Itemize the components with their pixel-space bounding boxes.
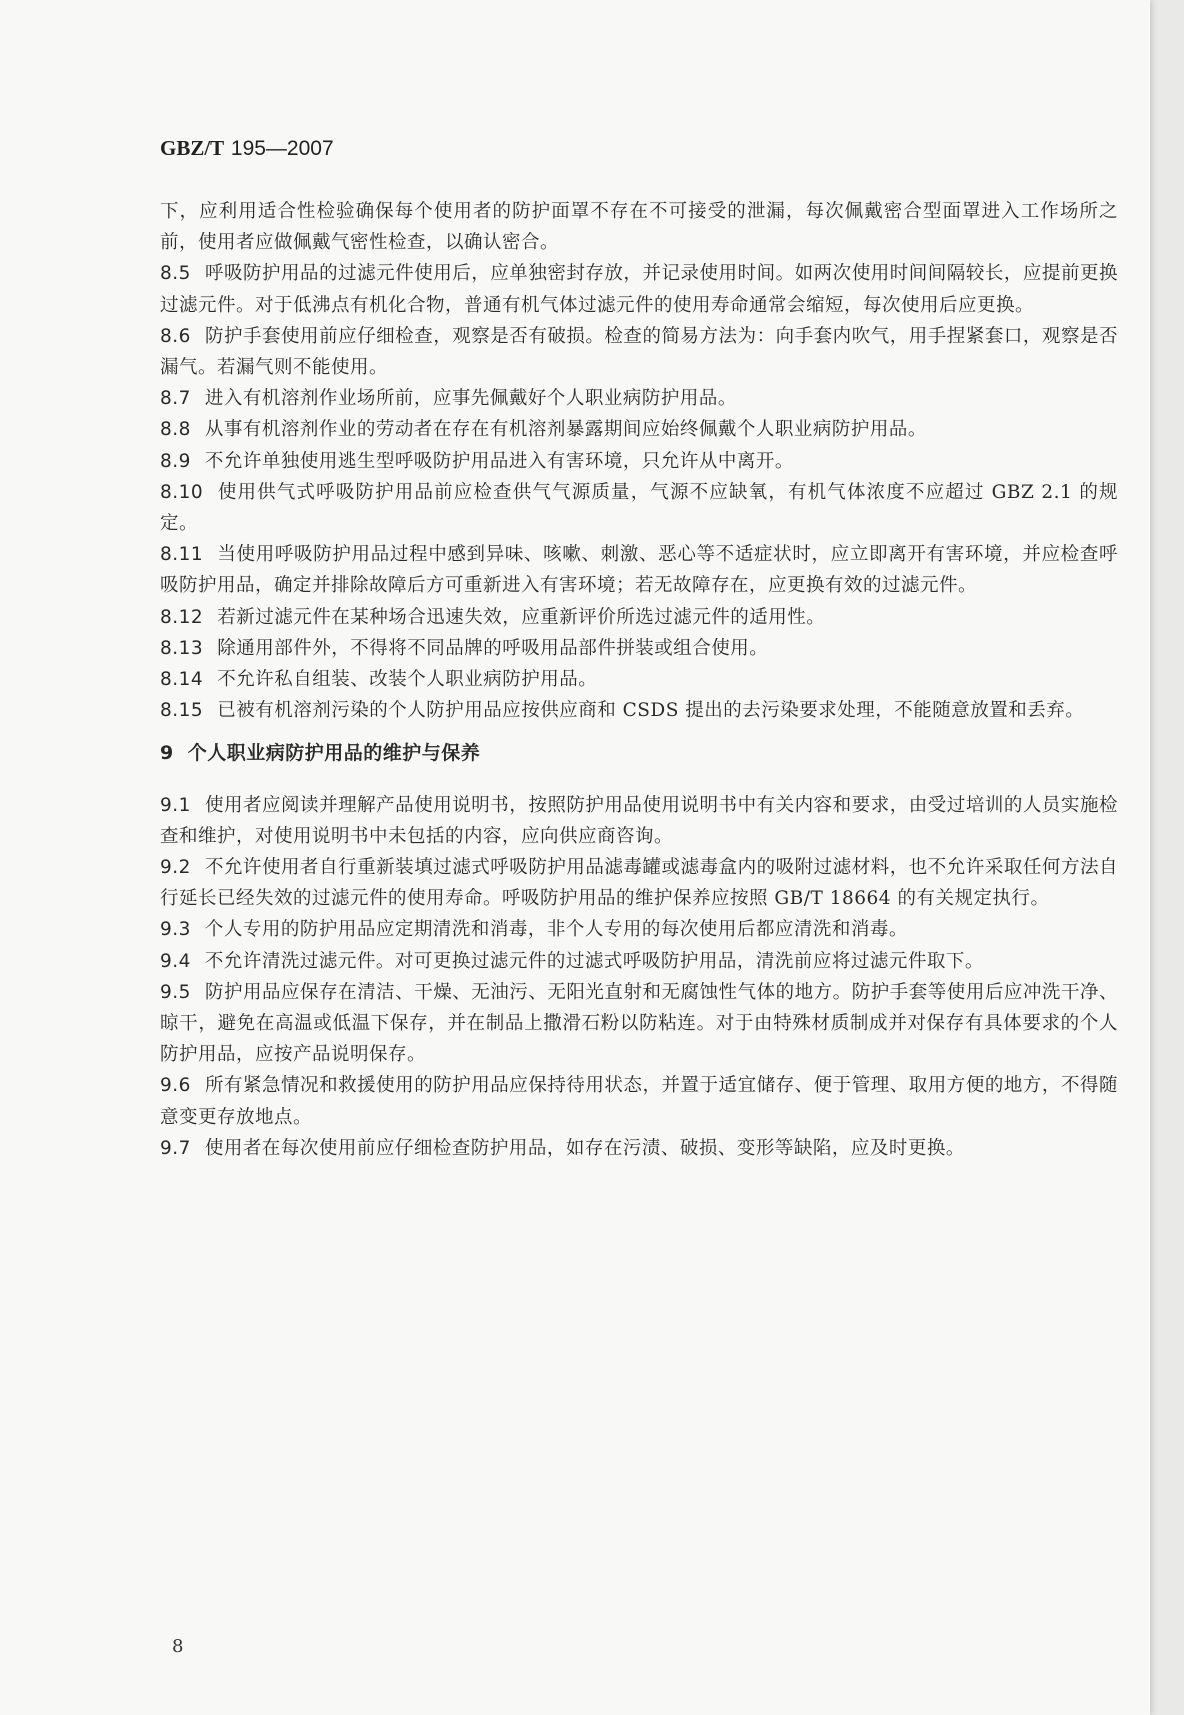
clause-text: 防护用品应保存在清洁、干燥、无油污、无阳光直射和无腐蚀性气体的地方。防护手套等使用后应冲洗干净、晾干，避免在高温或低温下保存，并在制品上撒滑石粉以防粘连。对于由特殊材质制成并对保存有具体要求的个人防护用品，应按产品说明保存。	[160, 981, 1118, 1066]
clause-8-10	[160, 477, 1118, 539]
section-heading-9	[160, 738, 1118, 769]
clause-number: 8.12	[160, 606, 204, 628]
section-number: 9	[160, 742, 174, 765]
clause-8-15	[160, 695, 1118, 726]
clause-number: 8.13	[160, 637, 204, 659]
clause-number: 8.11	[160, 544, 204, 566]
clause-9-4	[160, 946, 1118, 977]
clause-text: 使用者应阅读并理解产品使用说明书，按照防护用品使用说明书中有关内容和要求，由受过培训的人员实施检查和维护，对使用说明书中未包括的内容，应向供应商咨询。	[160, 794, 1118, 847]
standard-number: 195—2007	[230, 137, 334, 160]
clause-9-1	[160, 790, 1118, 852]
clause-number: 8.5	[160, 263, 191, 285]
clause-text: 从事有机溶剂作业的劳动者在存在有机溶剂暴露期间应始终佩戴个人职业病防护用品。	[204, 419, 927, 441]
clause-8-12	[160, 602, 1118, 633]
page-number: 8	[172, 1636, 184, 1657]
clause-text: 不允许私自组装、改装个人职业病防护用品。	[217, 669, 598, 691]
clause-text: 当使用呼吸防护用品过程中感到异味、咳嗽、刺激、恶心等不适症状时，应立即离开有害环境，并应检查呼吸防护用品，确定并排除故障后方可重新进入有害环境；若无故障存在，应更换有效的过滤元件。	[160, 544, 1118, 597]
clause-8-13	[160, 633, 1118, 664]
clause-text: 不允许单独使用逃生型呼吸防护用品进入有害环境，只允许从中离开。	[204, 450, 794, 472]
clause-9-5	[160, 977, 1118, 1071]
clause-text: 不允许使用者自行重新装填过滤式呼吸防护用品滤毒罐或滤毒盒内的吸附过滤材料，也不允许采取任何方法自行延长已经失效的过滤元件的使用寿命。呼吸防护用品的维护保养应按照 GB/T 18664 的有关规定执行。	[160, 857, 1118, 910]
clause-text: 进入有机溶剂作业场所前，应事先佩戴好个人职业病防护用品。	[204, 388, 737, 410]
clause-number: 9.2	[160, 857, 191, 879]
clause-number: 8.15	[160, 700, 204, 722]
clause-text: 所有紧急情况和救援使用的防护用品应保持待用状态，并置于适宜储存、便于管理、取用方便的地方，不得随意变更存放地点。	[160, 1075, 1118, 1128]
clause-text: 使用者在每次使用前应仔细检查防护用品，如存在污渍、破损、变形等缺陷，应及时更换。	[204, 1137, 965, 1159]
clause-number: 8.6	[160, 325, 191, 347]
clause-9-2	[160, 852, 1118, 914]
clause-text: 呼吸防护用品的过滤元件使用后，应单独密封存放，并记录使用时间。如两次使用时间间隔较长，应提前更换过滤元件。对于低沸点有机化合物，普通有机气体过滤元件的使用寿命通常会缩短，每次使用后应更换。	[160, 263, 1118, 316]
clause-number: 8.7	[160, 388, 191, 410]
clause-number: 8.14	[160, 669, 204, 691]
clause-8-8	[160, 414, 1118, 445]
clause-text: 个人专用的防护用品应定期清洗和消毒，非个人专用的每次使用后都应清洗和消毒。	[204, 919, 908, 941]
clause-8-14	[160, 664, 1118, 695]
clause-number: 9.4	[160, 950, 191, 972]
clause-number: 9.1	[160, 794, 191, 816]
clause-8-7	[160, 383, 1118, 414]
clause-number: 9.3	[160, 919, 191, 941]
clause-8-9	[160, 446, 1118, 477]
document-body	[160, 196, 1118, 1164]
clause-number: 8.8	[160, 419, 191, 441]
clause-text: 若新过滤元件在某种场合迅速失效，应重新评价所选过滤元件的适用性。	[217, 606, 826, 628]
standard-code: GBZ/T	[160, 136, 225, 160]
clause-9-7	[160, 1133, 1118, 1164]
page-header	[160, 136, 334, 161]
clause-number: 8.10	[160, 481, 204, 503]
clause-9-3	[160, 914, 1118, 945]
clause-number: 9.7	[160, 1137, 191, 1159]
clause-number: 8.9	[160, 450, 191, 472]
clause-text: 使用供气式呼吸防护用品前应检查供气气源质量，气源不应缺氧，有机气体浓度不应超过 GBZ 2.1 的规定。	[160, 481, 1118, 535]
clause-8-6	[160, 321, 1118, 383]
clause-text: 除通用部件外，不得将不同品牌的呼吸用品部件拼装或组合使用。	[217, 637, 769, 659]
clause-text: 已被有机溶剂污染的个人防护用品应按供应商和 CSDS 提出的去污染要求处理，不能随意放置和丢弃。	[217, 700, 1085, 722]
clause-9-6	[160, 1070, 1118, 1132]
clause-number: 9.5	[160, 981, 191, 1003]
clause-text: 不允许清洗过滤元件。对可更换过滤元件的过滤式呼吸防护用品，清洗前应将过滤元件取下。	[204, 950, 984, 972]
clause-text: 防护手套使用前应仔细检查，观察是否有破损。检查的简易方法为：向手套内吹气，用手捏紧套口，观察是否漏气。若漏气则不能使用。	[160, 325, 1118, 379]
clause-8-5	[160, 258, 1118, 320]
clause-8-11	[160, 539, 1118, 601]
section-title: 个人职业病防护用品的维护与保养	[187, 742, 481, 765]
paragraph-text: 下，应利用适合性检验确保每个使用者的防护面罩不存在不可接受的泄漏，每次佩戴密合型面罩进入工作场所之前，使用者应做佩戴气密性检查，以确认密合。	[160, 201, 1118, 254]
paragraph-continued	[160, 196, 1118, 258]
clause-number: 9.6	[160, 1075, 191, 1097]
